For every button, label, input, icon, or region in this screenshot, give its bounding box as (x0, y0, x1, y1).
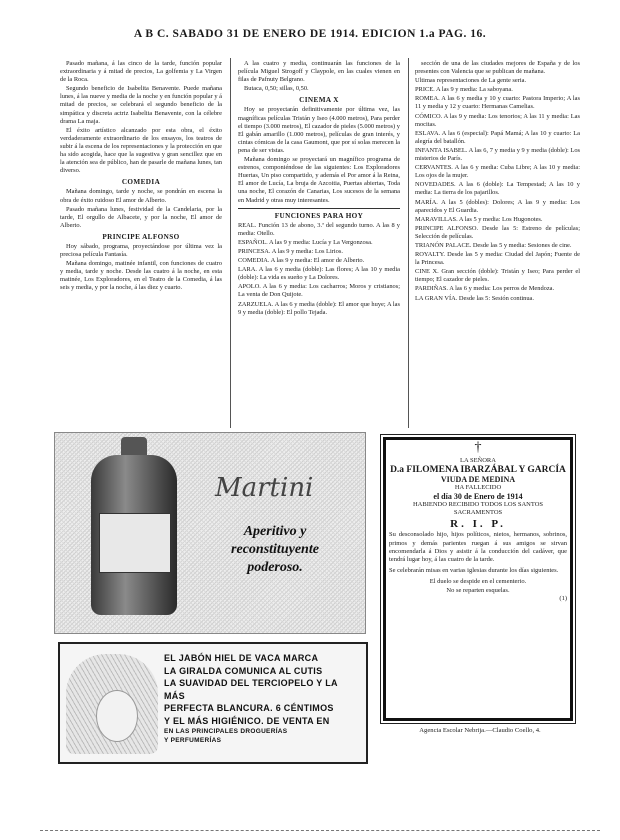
woman-portrait-illustration (66, 654, 158, 754)
col1-paragraph: Pasado mañana, á las cinco de la tarde, función popular extraordinaria y á mitad de precios, La golfemia y La Virgen de la Roca. (60, 60, 222, 84)
col1-paragraph: Hoy sábado, programa, proyectándose por última vez la preciosa película Fantasía. (60, 242, 222, 259)
listing-entry: ESLAVA. A las 6 (especial): Papá Mamá; A las 10 y cuarto: La alegría del batallón. (415, 129, 580, 145)
notice-footer: Agencia Escolar Nebrija.—Claudio Coello, 4. (419, 727, 541, 734)
ad-line: LA GIRALDA COMUNICA AL CUTIS (164, 665, 323, 676)
listing-entry: PRINCESA. A las 9 y media: Los Lirios. (238, 247, 343, 255)
listing-entry: ROMEA. A las 6 y media y 10 y cuarto: Pastora Imperio; A las 11 y media y 12 y cuarto: Hermanas Camelias. (415, 95, 580, 111)
ad-line: EL JABÓN HIEL DE VACA MARCA (164, 653, 319, 663)
page-bottom-rule (40, 830, 600, 831)
notice-body: El duelo se despide en el cementerio. (429, 578, 527, 586)
listing-entry: TRIANÓN PALACE. Desde las 5 y media: Sesiones de cine. (415, 241, 572, 249)
listing-entry: Ultimas representaciones de La gente seria. (415, 77, 527, 85)
col2-paragraph: Hoy se proyectarán definitivamente por última vez, las magníficas películas Tristán y Iseo (4.000 metros), Para perder el tiempo (3.000 metros), El cazador de pieles (5.000 metros) y El gabán amarillo (1.000 metros), películas de gran interés, y cintas cómicas de la casa Gaumont, que por sí solas merecen la pena de ser vistas. (238, 106, 400, 154)
col1-paragraph: Mañana domingo, matinée infantil, con funciones de cuatro y media, tarde y noche. Desde las cuatro á la noche, en esta matinée, Los Exploradores, en el Teatro de la Comedia, á las seis y media, y por la noche, á las diez y cuarto. (60, 260, 222, 292)
rip-line: R. I. P. (450, 518, 506, 531)
bottle-label-illustration (99, 513, 171, 573)
listing-entry: LA GRAN VÍA. Desde las 5: Sesión continua. (415, 294, 534, 302)
col1-paragraph: El éxito artístico alcanzado por esta obra, el éxito verdaderamente extraordinario de los ensayos, los teatros de subir á la escena de los representaciones y la protección en que ha sido acogida, hace que la sugestiva y gran sencillez que en la atención sea de público, han de pasarle de mañana lunes, tan diverso. (60, 126, 222, 175)
ad-line: Y PERFUMERÍAS (164, 737, 222, 744)
col2-paragraph: A las cuatro y media, continuarán las funciones de la película Miguel Strogoff y Claypole, en las cuales vienen en filas de Pafnuty Belgrano. (238, 60, 400, 84)
listing-entry: NOVEDADES. A las 6 (doble): La Tempestad; A las 10 y media: La tierra de los pajarillos. (415, 181, 580, 197)
listing-entry: REAL. Función 13 de abono, 3.ª del segundo turno. A las 8 y media: Otello. (238, 221, 400, 237)
col1-paragraph: Pasado mañana lunes, festividad de la Candelaria, por la tarde, El orgullo de Albacete, y por la noche, El amor de Alberto. (60, 205, 222, 229)
listing-entry: PRICE. A las 9 y media: La saboyana. (415, 86, 513, 94)
section-heading-cinema-x: CINEMA X (299, 96, 339, 105)
listing-entry: ESPAÑOL. A las 9 y media: Lucía y La Vergonzosa. (238, 238, 373, 246)
face-illustration (96, 690, 138, 742)
col2-paragraph: Mañana domingo se proyectará un magnífico programa de estrenos, componiéndose de las siguientes: Los Exploradores Huertas, Un piso compartido, y además el Por amor á la Reina, El amor de Lucía, La bruja de Azcoitia, Puertas abiertas, Toda una noche, El corazón de Canarias, Los sucesos de la semana en Madrid y otras muy interesantes. (238, 156, 400, 204)
notice-body: Se celebrarán misas en varias iglesias durante los días siguientes. (389, 567, 559, 575)
col1-paragraph: Mañana domingo, tarde y noche, se pondrán en escena la obra de éxito ruidoso El amor de Alberto. (60, 188, 222, 204)
section-rule (238, 208, 400, 209)
page-header: A B C. SABADO 31 DE ENERO DE 1914. EDICION 1.a PAG. 16. (133, 28, 487, 40)
notice-title: LA SEÑORA (460, 457, 496, 464)
section-heading-principe-alfonso: PRINCIPE ALFONSO (102, 232, 180, 241)
obituary-notice (380, 434, 576, 724)
notice-line: HA FALLECIDO (454, 484, 502, 492)
ad-line: PERFECTA BLANCURA. 6 CÉNTIMOS (164, 703, 334, 713)
listing-entry: CÓMICO. A las 9 y media: Los tenorios; A las 11 y media: Las mocitas. (415, 112, 580, 128)
notice-line: HABIENDO RECIBIDO TODOS LOS SANTOS SACRAMENTOS (412, 500, 543, 517)
listing-entry: ZARZUELA. A las 6 y media (doble): El amor que huye; A las 9 y media (doble): El pollo Tejada. (238, 300, 400, 316)
column-3 (415, 60, 580, 304)
ad-line: Y EL MÁS HIGIÉNICO. DE VENTA EN (164, 715, 330, 726)
col2-paragraph: Butaca, 0,50; sillas, 0,50. (244, 85, 309, 93)
listing-entry: COMEDIA. A las 9 y media: El amor de Alberto. (238, 257, 365, 265)
col3-paragraph: sección de una de las ciudades mejores de España y de los presentes con Valencia que se publican de mañana. (415, 60, 580, 76)
ad-slogan: Aperitivo y reconstituyente poderoso. (231, 524, 319, 575)
notice-body: No se reparten esquelas. (446, 586, 510, 594)
column-1 (60, 60, 222, 294)
listing-entry: LARA. A las 6 y media (doble): Las flores; A las 10 y media (doble): La vida es sueño y La Dolores. (238, 266, 400, 282)
listing-entry: INFANTA ISABEL. A las 6, 7 y media y 9 y media (doble): Los misterios de París. (415, 146, 580, 163)
cross-icon: † (474, 440, 482, 455)
column-2 (238, 60, 400, 318)
listing-entry: APOLO. A las 6 y media: Los cacharros; Moros y cristianos; La venta de Don Quijote. (238, 283, 400, 299)
ad-brand: Martini (215, 473, 314, 503)
listing-entry: PRINCIPE ALFONSO. Desde las 5: Estreno de películas; Selección de películas. (415, 224, 580, 240)
deceased-name: D.a FILOMENA IBARZÁBAL Y GARCÍA (390, 465, 566, 476)
listing-entry: PARDIÑAS. A las 6 y media: Los perros de Mendoza. (415, 285, 555, 293)
col1-paragraph: Segundo beneficio de Isabelita Benavente. Puede mañana lunes, á las nueve y media de la noche y en función popular y á mitad de precios, se celebrará el segundo beneficio de la simpática y discreta actriz Isabelita Benavente, con la célebre drama La maja. (60, 85, 222, 125)
listing-entry: MARAVILLAS. A las 5 y media: Los Hugonotes. (415, 215, 543, 223)
section-heading-funciones: FUNCIONES PARA HOY (274, 211, 364, 220)
aperitif-advertisement (54, 432, 366, 634)
column-divider (230, 58, 231, 428)
section-heading-comedia: COMEDIA (121, 178, 161, 187)
notice-body: Su desconsolado hijo, hijos políticos, nietos, hermanos, sobrinos, primos y demás parientes ruegan á sus amigos se sirvan encomendarla á Dios y asistir á la conducción del cadáver, que tendrá lugar hoy, á las cuatro de la tarde. (389, 531, 567, 564)
listing-entry: CINE X. Gran sección (doble): Tristán y Iseo; Para perder el tiempo; El cazador de pieles. (415, 268, 580, 284)
ad-line: LA SUAVIDAD DEL TERCIOPELO Y LA MÁS (164, 678, 338, 701)
ad-text-block (164, 652, 360, 745)
ad-line: EN LAS PRINCIPALES DROGUERÍAS (164, 728, 288, 735)
death-date: el día 30 de Enero de 1914 (433, 491, 523, 501)
deceased-widow-line: VIUDA DE MEDINA (440, 475, 516, 485)
listing-entry: MARÍA. A las 5 (dobles): Dolores; A las 9 y media: Los aparecidos y El Guardia. (415, 198, 580, 214)
soap-advertisement (58, 642, 368, 764)
column-divider (408, 58, 409, 428)
listing-entry: CERVANTES. A las 6 y media: Cuba Libre; A las 10 y media: Los ojos de la mujer. (415, 164, 580, 180)
notice-number: (1) (559, 594, 567, 602)
listing-entry: ROYALTY. Desde las 5 y media: Ciudad del Japón; Fuente de la Princesa. (415, 251, 580, 267)
